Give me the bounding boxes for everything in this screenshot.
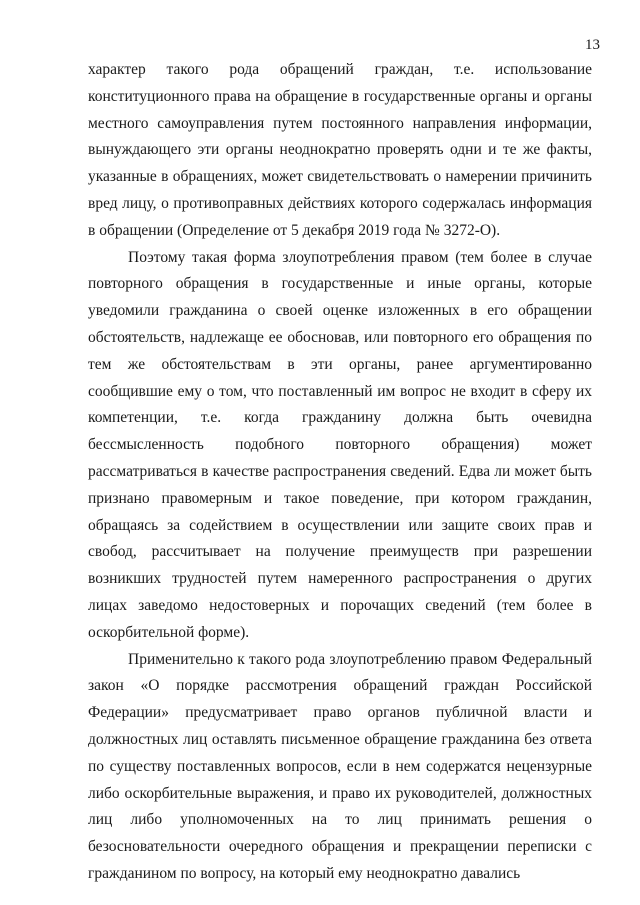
document-body xyxy=(88,57,592,888)
paragraph-1: характер такого рода обращений граждан, т.е. использование конституционного права на обращение в государственные органы и органы местного самоуправления путем постоянного направления информации, вынуждающего эти органы неоднократно проверять одни и те же факты, указанные в обращениях, может свидетельствовать о намерении причинить вред лицу, о противоправных действиях которого содержалась информация в обращении (Определение от 5 декабря 2019 года № 3272-О). xyxy=(88,61,592,239)
paragraph-3: Применительно к такого рода злоупотреблению правом Федеральный закон «О порядке рассмотрения обращений граждан Российской Федерации» предусматривает право органов публичной власти и должностных лиц оставлять письменное обращение гражданина без ответа по существу поставленных вопросов, если в нем содержатся нецензурные либо оскорбительные выражения, и право их руководителей, должностных лиц либо уполномоченных на то лиц принимать решения о безосновательности очередного обращения и прекращении переписки с гражданином по вопросу, на который ему неоднократно давались xyxy=(88,650,592,882)
page-number: 13 xyxy=(585,37,600,53)
paragraph-2: Поэтому такая форма злоупотребления правом (тем более в случае повторного обращения в государственные и иные органы, которые уведомили гражданина о своей оценке изложенных в его обращении обстоятельств, надлежаще ее обосновав, или повторного его обращения по тем же обстоятельствам в эти органы, ранее аргументированно сообщившие ему о том, что поставленный им вопрос не входит в сферу их компетенции, т.е. когда гражданину должна быть очевидна бессмысленность подобного повторного обращения) может рассматриваться в качестве распространения сведений. Едва ли может быть признано правомерным и такое поведение, при котором гражданин, обращаясь за содействием в осуществлении или защите своих прав и свобод, рассчитывает на получение преимуществ при разрешении возникших трудностей путем намеренного распространения о других лицах заведомо недостоверных и порочащих сведений (тем более в оскорбительной форме). xyxy=(88,248,592,641)
